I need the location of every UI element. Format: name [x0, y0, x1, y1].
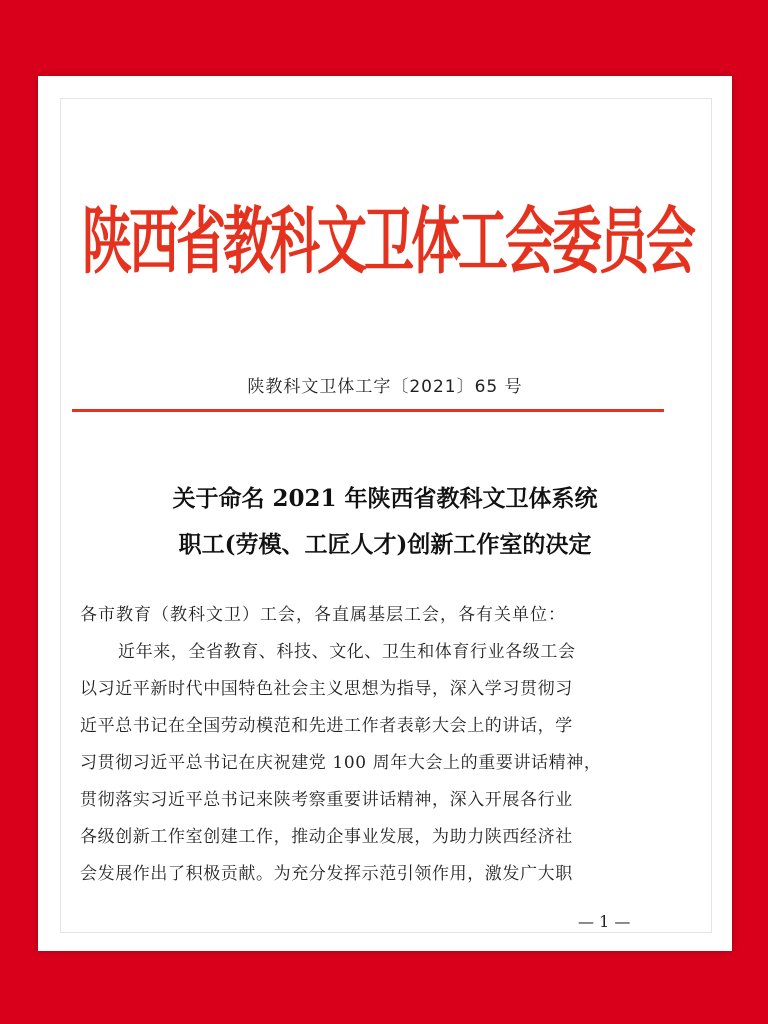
salutation: 各市教育（教科文卫）工会，各直属基层工会，各有关单位： [80, 605, 566, 625]
red-divider [72, 409, 664, 412]
document-title-line-2: 职工(劳模、工匠人才)创新工作室的决定 [178, 531, 592, 558]
body-text [80, 642, 700, 901]
document-page [38, 76, 732, 951]
body-line: 会发展作出了积极贡献。为充分发挥示范引领作用，激发广大职 [80, 864, 573, 884]
body-line: 贯彻落实习近平总书记来陕考察重要讲话精神，深入开展各行业 [80, 790, 573, 810]
body-line: 各级创新工作室创建工作，推动企事业发展，为助力陕西经济社 [80, 827, 573, 847]
body-line: 习贯彻习近平总书记在庆祝建党 100 周年大会上的重要讲话精神， [80, 753, 602, 773]
body-line: 近年来，全省教育、科技、文化、卫生和体育行业各级工会 [118, 642, 576, 662]
document-number: 陕教科文卫体工字〔2021〕65 号 [247, 377, 523, 397]
page-number: — 1 — [578, 912, 631, 931]
body-line: 近平总书记在全国劳动模范和先进工作者表彰大会上的讲话，学 [80, 716, 573, 736]
document-title-line-1: 关于命名 2021 年陕西省教科文卫体系统 [172, 485, 598, 512]
masthead-title: 陕西省教科文卫体工会委员会 [82, 199, 693, 285]
body-line: 以习近平新时代中国特色社会主义思想为指导，深入学习贯彻习 [80, 679, 573, 699]
